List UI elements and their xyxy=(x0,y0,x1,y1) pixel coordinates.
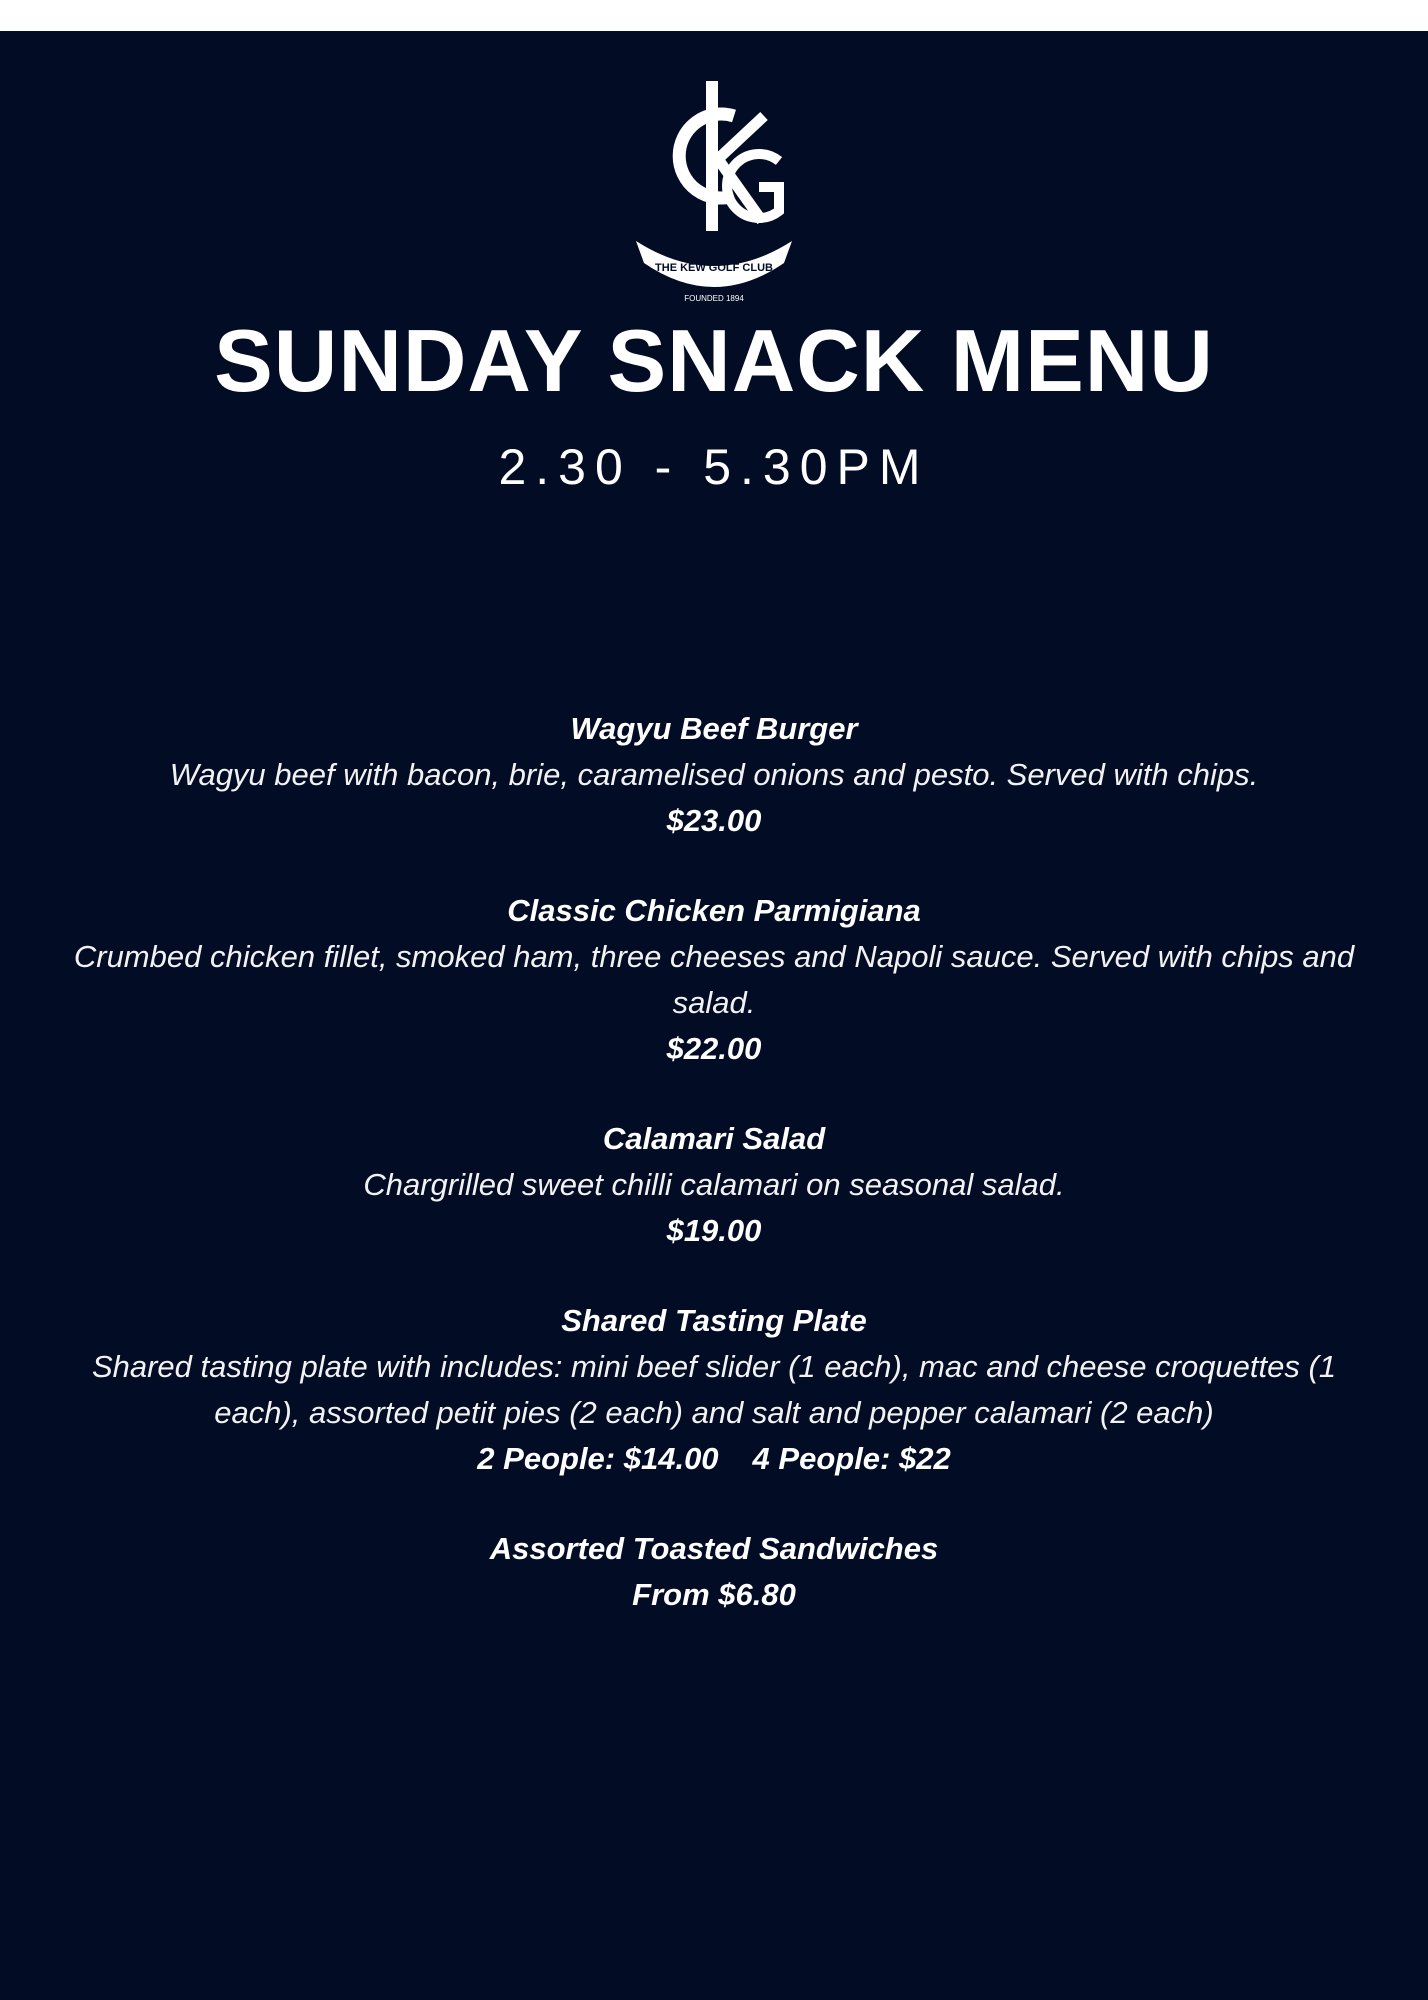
service-hours: 2.30 - 5.30PM xyxy=(498,439,930,495)
club-logo xyxy=(614,61,814,311)
item-description: Crumbed chicken fillet, smoked ham, three cheeses and Napoli sauce. Served with chips and salad. xyxy=(73,939,1355,1020)
menu-item-chicken-parmigiana xyxy=(50,888,1378,1072)
menu-items xyxy=(50,706,1378,1662)
menu-item-toasted-sandwiches xyxy=(50,1526,1378,1618)
item-name: Shared Tasting Plate xyxy=(561,1303,867,1338)
kew-golf-club-monogram-icon xyxy=(614,61,814,311)
price-4-people: 4 People: $22 xyxy=(752,1441,951,1476)
item-description: Wagyu beef with bacon, brie, caramelised onions and pesto. Served with chips. xyxy=(169,757,1259,792)
item-price: From $6.80 xyxy=(632,1577,796,1612)
item-name: Classic Chicken Parmigiana xyxy=(507,893,921,928)
price-2-people: 2 People: $14.00 xyxy=(477,1441,719,1476)
menu-page xyxy=(0,31,1428,2000)
menu-item-calamari-salad xyxy=(50,1116,1378,1254)
menu-title: SUNDAY SNACK MENU xyxy=(214,311,1214,410)
item-name: Assorted Toasted Sandwiches xyxy=(489,1531,939,1566)
item-description: Shared tasting plate with includes: mini beef slider (1 each), mac and cheese croquettes (1 each), assorted petit pies (2 each) and salt and pepper calamari (2 each) xyxy=(91,1349,1337,1430)
logo-banner-text: THE KEW GOLF CLUB xyxy=(655,262,773,274)
item-description: Chargrilled sweet chilli calamari on seasonal salad. xyxy=(363,1167,1065,1202)
item-price: $23.00 xyxy=(666,803,762,838)
item-price: $22.00 xyxy=(666,1031,762,1066)
menu-item-wagyu-burger xyxy=(50,706,1378,844)
item-name: Calamari Salad xyxy=(602,1121,826,1156)
menu-item-shared-tasting-plate xyxy=(50,1298,1378,1482)
item-name: Wagyu Beef Burger xyxy=(570,711,858,746)
logo-founded-text: FOUNDED 1894 xyxy=(684,294,744,303)
item-price xyxy=(50,1436,1378,1482)
item-price: $19.00 xyxy=(666,1213,762,1248)
